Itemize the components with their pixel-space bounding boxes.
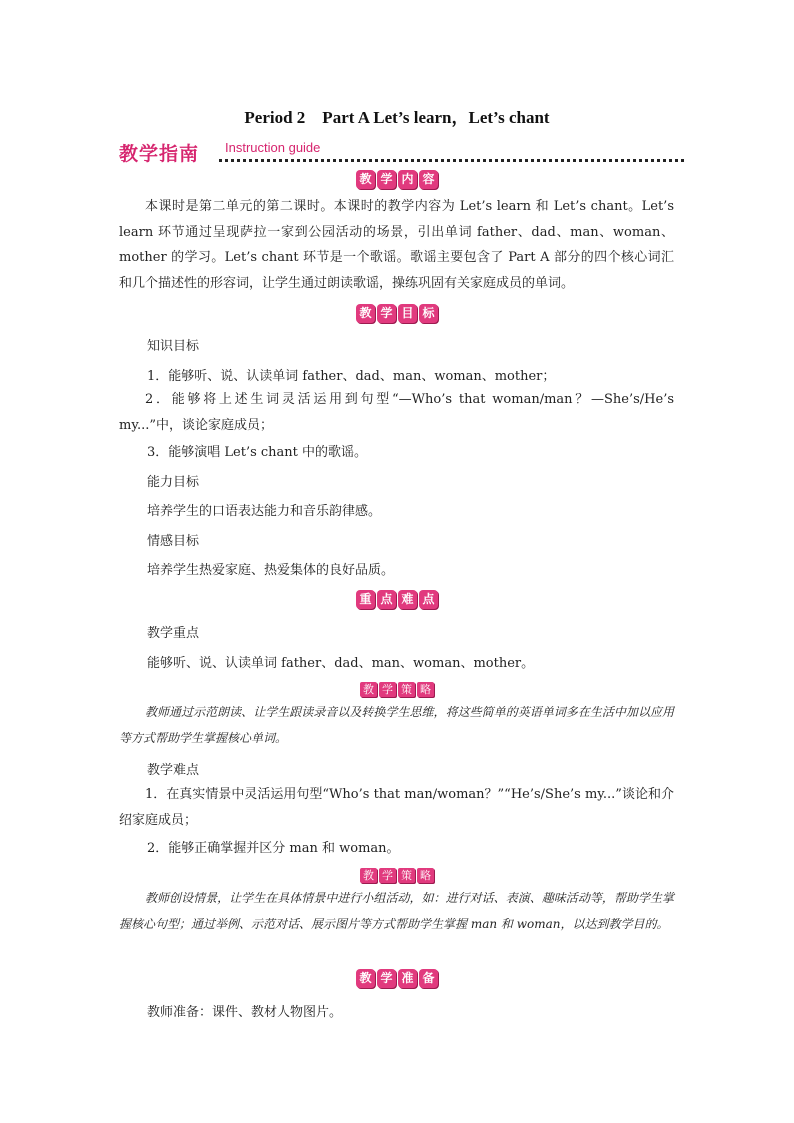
knowledge-goal-2: 2．能够将上述生词灵活运用到句型“—Who’s that woman/man？—She’s/He’s my...”中，谈论家庭成员； xyxy=(119,392,674,433)
preparation-text: 教师准备：课件、教材人物图片。 xyxy=(147,1005,343,1020)
instruction-guide-header xyxy=(119,137,684,167)
teaching-difficulty-label: 教学难点 xyxy=(147,763,200,778)
content-paragraph: 本课时是第二单元的第二课时。本课时的教学内容为 Let’s learn 和 Let’s chant。Let’s learn 环节通过呈现萨拉一家到公园活动的场景，引出单词 father、dad、man、woman、mother 的学习。Let’s chant 环节是一个歌谣。歌谣主要包含了 Part A 部分的四个核心词汇和几个描述性的形容词，让学生通过朗读歌谣，操练巩固有关家庭成员的单词。 xyxy=(119,199,674,291)
page-title: Period 2 Part A Let’s learn，Let’s chant xyxy=(244,108,550,127)
dotted-divider xyxy=(219,159,684,162)
knowledge-goal-1: 1．能够听、说、认读单词 father、dad、man、woman、mother； xyxy=(147,369,556,384)
badge-teaching-strategy-1: 教 学 策 略 xyxy=(0,678,794,697)
badge-key-difficult-points: 重 点 难 点 xyxy=(0,588,794,609)
ability-goal-text: 培养学生的口语表达能力和音乐韵律感。 xyxy=(147,504,382,519)
badge-teaching-strategy-2: 教 学 策 略 xyxy=(0,864,794,883)
strategy-paragraph-2: 教师创设情景，让学生在具体情景中进行小组活动，如：进行对话、表演、趣味活动等，帮助学生掌握核心句型；通过举例、示范对话、展示图片等方式帮助学生掌握 man 和 woman，以达到教学目的。 xyxy=(119,891,674,931)
emotion-goals-label: 情感目标 xyxy=(147,534,200,549)
ability-goals-label: 能力目标 xyxy=(147,475,200,490)
teaching-difficulty-2: 2．能够正确掌握并区分 man 和 woman。 xyxy=(147,841,400,856)
knowledge-goal-3: 3．能够演唱 Let’s chant 中的歌谣。 xyxy=(147,445,368,460)
badge-teaching-content: 教 学 内 容 xyxy=(0,168,794,189)
emotion-goal-text: 培养学生热爱家庭、热爱集体的良好品质。 xyxy=(147,563,395,578)
badge-teaching-goals: 教 学 目 标 xyxy=(0,302,794,323)
guide-title-cn: 教学指南 xyxy=(119,143,200,165)
strategy-paragraph-1: 教师通过示范朗读、让学生跟读录音以及转换学生思维，将这些简单的英语单词多在生活中加以应用等方式帮助学生掌握核心单词。 xyxy=(119,705,674,745)
knowledge-goals-label: 知识目标 xyxy=(147,339,200,354)
badge-teaching-preparation: 教 学 准 备 xyxy=(0,967,794,988)
teaching-focus-text: 能够听、说、认读单词 father、dad、man、woman、mother。 xyxy=(147,656,535,671)
teaching-difficulty-1: 1．在真实情景中灵活运用句型“Who’s that man/woman？”“He’s/She’s my...”谈论和介绍家庭成员； xyxy=(119,787,674,828)
teaching-focus-label: 教学重点 xyxy=(147,626,200,641)
guide-title-en: Instruction guide xyxy=(225,140,321,155)
